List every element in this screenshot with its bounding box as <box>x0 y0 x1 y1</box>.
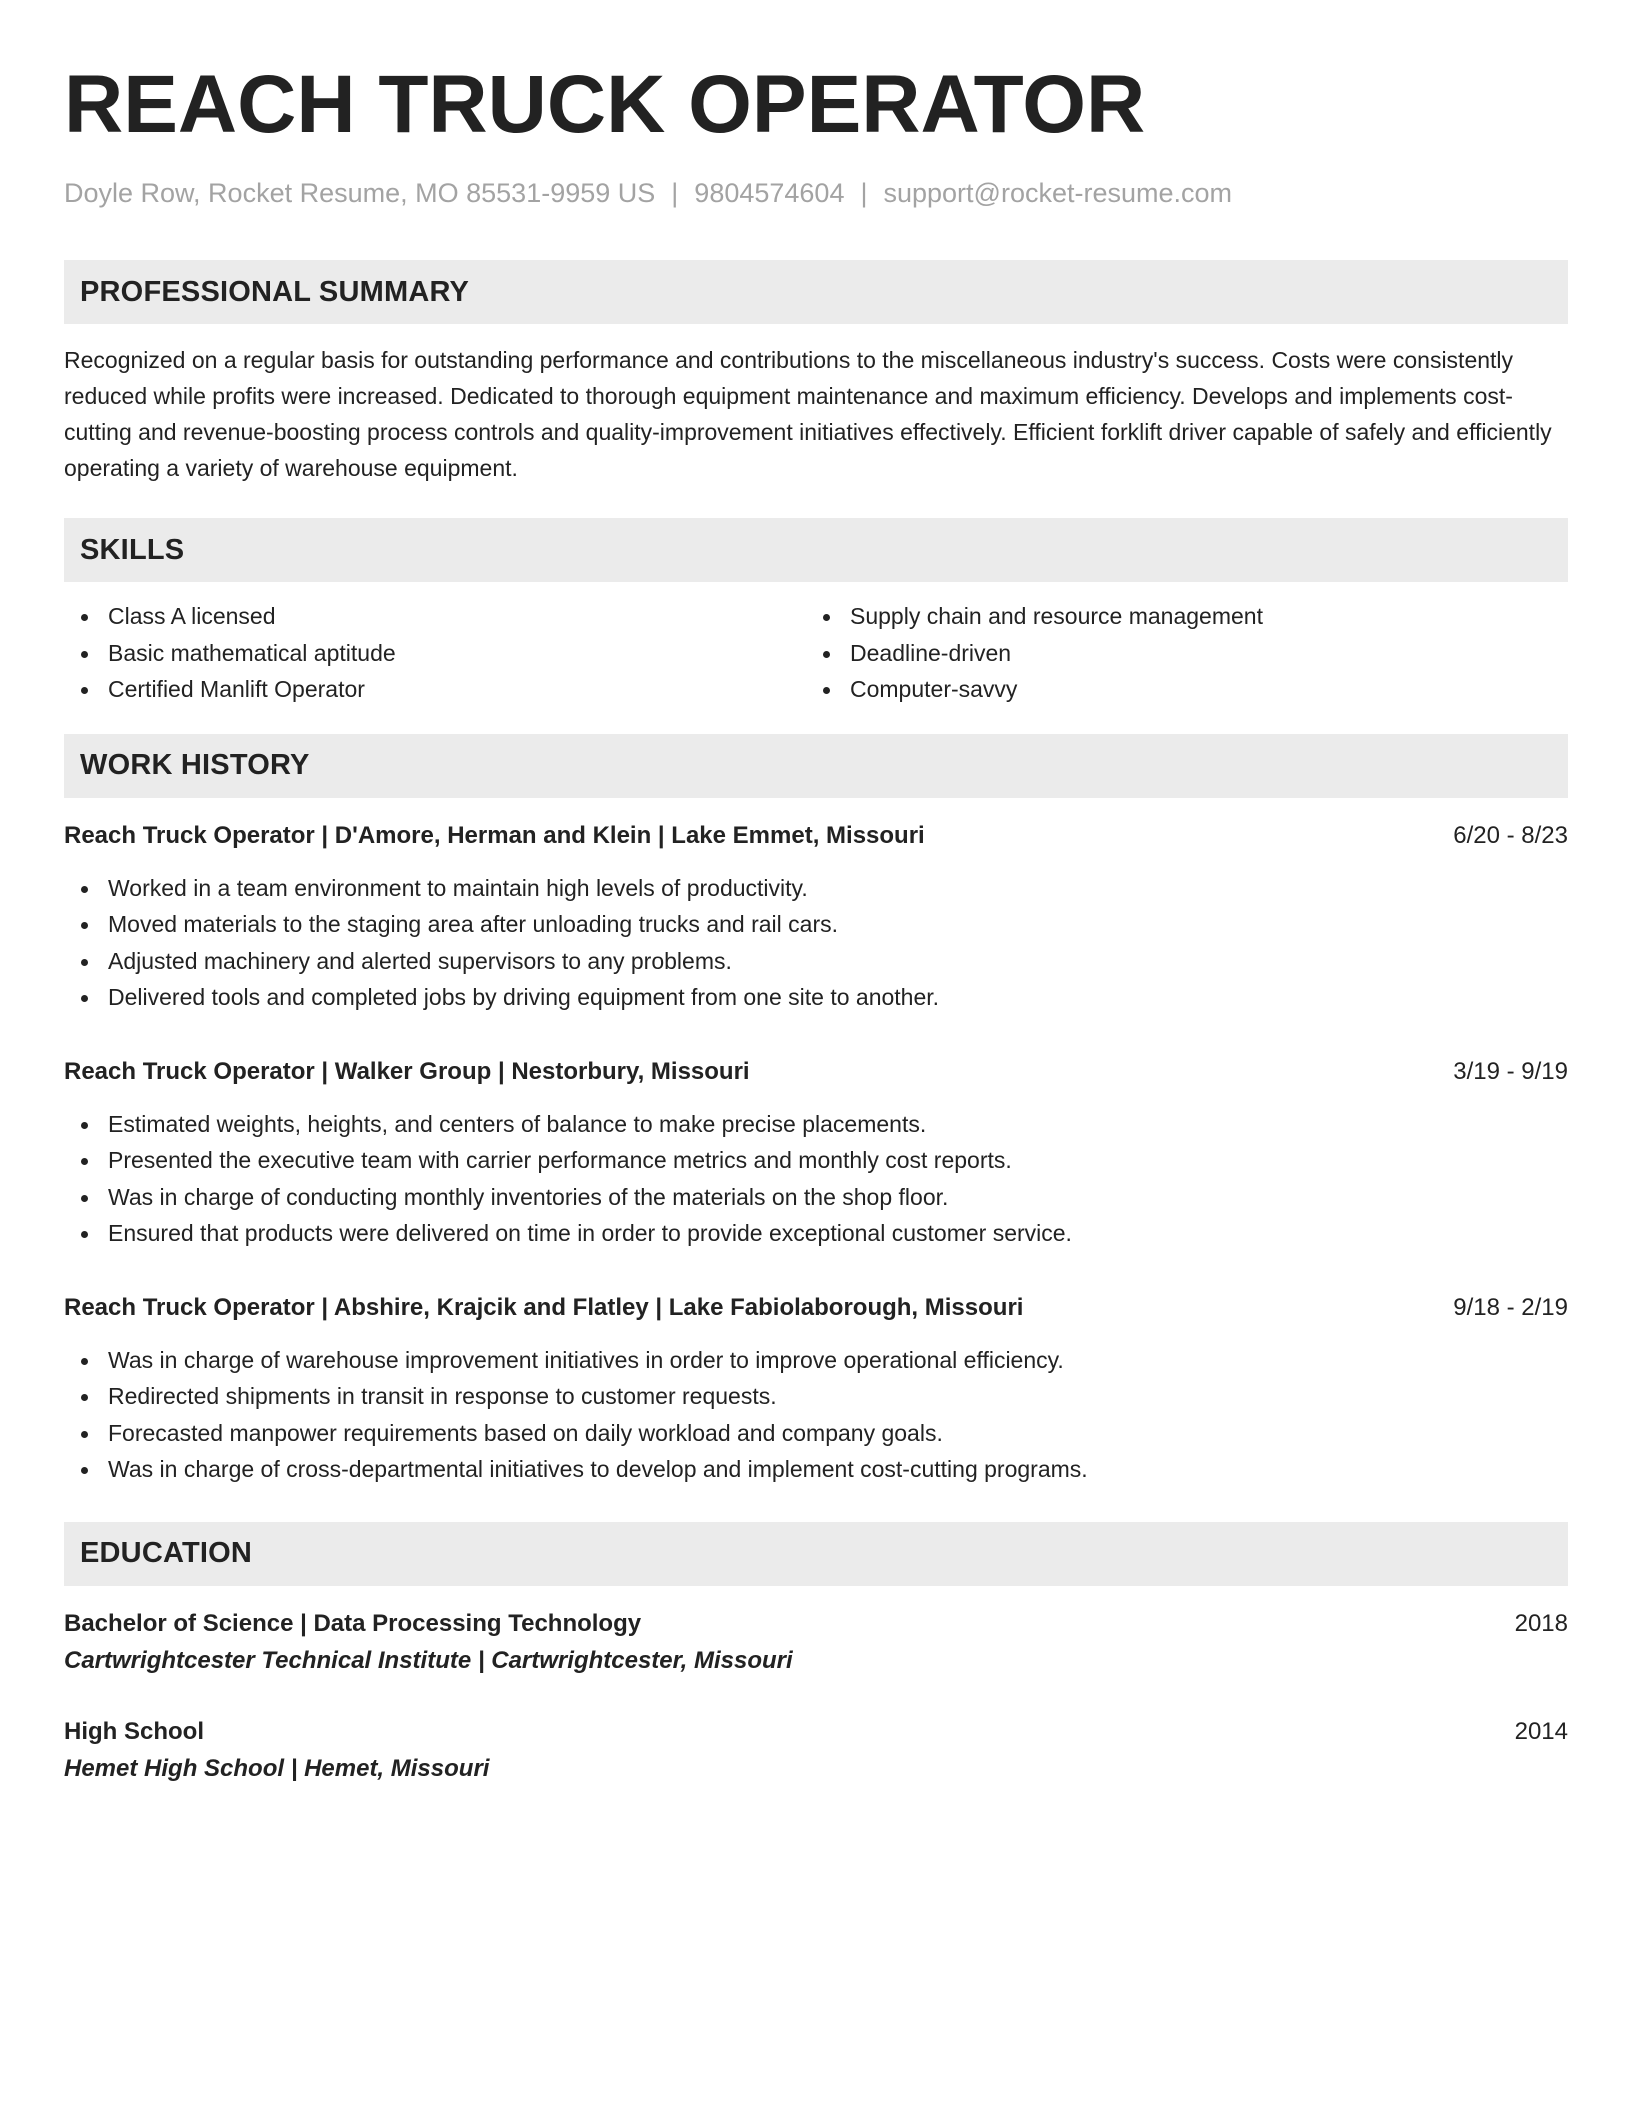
job-duty: Adjusted machinery and alerted supervisors to any problems. <box>64 943 1568 980</box>
education-degree: Bachelor of Science | Data Processing Technology <box>64 1609 642 1637</box>
job-duty: Was in charge of cross-departmental initiatives to develop and implement cost-cutting programs. <box>64 1451 1568 1488</box>
job-duties <box>64 1342 1568 1488</box>
education-entry <box>64 1714 1568 1788</box>
job-title: Reach Truck Operator | Abshire, Krajcik and Flatley | Lake Fabiolaborough, Missouri <box>64 1293 1024 1321</box>
section-heading-summary: PROFESSIONAL SUMMARY <box>64 260 1568 324</box>
job-entry <box>64 820 1568 1016</box>
job-dates: 3/19 - 9/19 <box>1453 1057 1568 1085</box>
skill-item: Certified Manlift Operator <box>64 671 806 708</box>
job-duty: Was in charge of warehouse improvement initiatives in order to improve operational efficiency. <box>64 1342 1568 1379</box>
candidate-title: REACH TRUCK OPERATOR <box>64 59 1146 150</box>
job-entry <box>64 1056 1568 1252</box>
education-year: 2014 <box>1514 1717 1568 1745</box>
job-dates: 9/18 - 2/19 <box>1453 1293 1568 1321</box>
job-dates: 6/20 - 8/23 <box>1453 821 1568 849</box>
job-duty: Ensured that products were delivered on time in order to provide exceptional customer service. <box>64 1215 1568 1252</box>
job-duty: Redirected shipments in transit in response to customer requests. <box>64 1378 1568 1415</box>
job-title: Reach Truck Operator | Walker Group | Nestorbury, Missouri <box>64 1057 750 1085</box>
job-duty: Estimated weights, heights, and centers of balance to make precise placements. <box>64 1106 1568 1143</box>
education-entry <box>64 1606 1568 1680</box>
skills-column-left <box>64 598 806 708</box>
job-duty: Delivered tools and completed jobs by driving equipment from one site to another. <box>64 979 1568 1016</box>
resume-page <box>64 60 1568 1788</box>
section-heading-education: EDUCATION <box>64 1522 1568 1586</box>
skills-list <box>64 598 1568 708</box>
job-header <box>64 1292 1568 1324</box>
skills-column-right <box>806 598 1548 708</box>
education-degree: High School <box>64 1717 204 1745</box>
job-duties <box>64 870 1568 1016</box>
job-header <box>64 820 1568 852</box>
job-header <box>64 1056 1568 1088</box>
contact-separator: | <box>860 178 868 208</box>
job-duty: Forecasted manpower requirements based on daily workload and company goals. <box>64 1415 1568 1452</box>
job-duty: Worked in a team environment to maintain high levels of productivity. <box>64 870 1568 907</box>
skill-item: Basic mathematical aptitude <box>64 635 806 672</box>
contact-address: Doyle Row, Rocket Resume, MO 85531-9959 US <box>64 178 656 208</box>
skill-item: Deadline-driven <box>806 635 1548 672</box>
job-duty: Presented the executive team with carrier performance metrics and monthly cost reports. <box>64 1142 1568 1179</box>
job-title: Reach Truck Operator | D'Amore, Herman and Klein | Lake Emmet, Missouri <box>64 821 925 849</box>
skill-item: Supply chain and resource management <box>806 598 1548 635</box>
education-school: Hemet High School | Hemet, Missouri <box>64 1754 490 1782</box>
job-duty: Moved materials to the staging area after unloading trucks and rail cars. <box>64 906 1568 943</box>
section-heading-skills: SKILLS <box>64 518 1568 582</box>
education-header <box>64 1714 1568 1750</box>
contact-separator: | <box>671 178 679 208</box>
education-header <box>64 1606 1568 1642</box>
job-entry <box>64 1292 1568 1488</box>
skill-item: Class A licensed <box>64 598 806 635</box>
education-school: Cartwrightcester Technical Institute | Cartwrightcester, Missouri <box>64 1646 793 1674</box>
section-heading-work-history: WORK HISTORY <box>64 734 1568 798</box>
contact-email: support@rocket-resume.com <box>883 178 1233 208</box>
contact-line <box>64 176 1568 210</box>
job-duty: Was in charge of conducting monthly inventories of the materials on the shop floor. <box>64 1179 1568 1216</box>
contact-phone: 9804574604 <box>694 178 845 208</box>
summary-paragraph: Recognized on a regular basis for outstanding performance and contributions to the miscellaneous industry's success. Costs were consistently reduced while profits were increased. Dedicated to thorough equipment maintenance and maximum efficiency. Develops and implements cost-cutting and revenue-boosting process controls and quality-improvement initiatives effectively. Efficient forklift driver capable of safely and efficiently operating a variety of warehouse equipment. <box>64 347 1552 481</box>
skill-item: Computer-savvy <box>806 671 1548 708</box>
education-year: 2018 <box>1514 1609 1568 1637</box>
job-duties <box>64 1106 1568 1252</box>
